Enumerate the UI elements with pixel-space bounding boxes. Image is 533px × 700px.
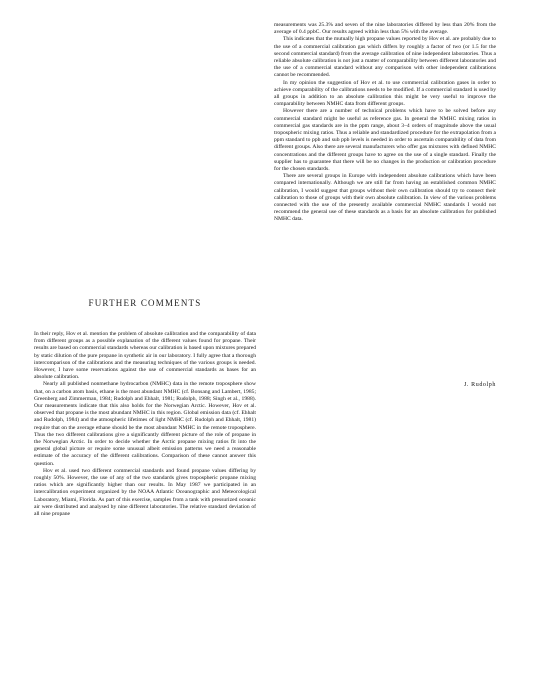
section-heading: FURTHER COMMENTS (88, 298, 202, 308)
paragraph: In my opinion the suggestion of Hov et al. to use commercial calibration gases in order to achieve comparability of the calibrations needs to be modified. If a commercial standard is used by all groups in addition to an absolute calibration this might be very useful to improve the comparability between NMHC data from different groups. (274, 79, 496, 108)
paragraph: However there are a number of technical problems which have to be solved before any commercial standard might be useful as reference gas. In general the NMHC mixing ratios in commercial gas standards are in the ppm range, about 3–4 orders of magnitude above the usual tropospheric mixing ratios. Thus a reliable and standardized procedure for the extrapolation from a ppm standard to ppb and sub ppb levels is needed in order to ascertain comparability of data from different groups. Also there are several manufacturers who offer gas mixtures with defined NMHC concentrations and the different groups have to agree on the use of a single standard. Finally the supplier has to guarantee that there will be no changes in the production or calibration procedure for the chosen standards. (274, 108, 496, 173)
paragraph: There are several groups in Europe with independent absolute calibrations which have been compared internationally. Although we are still far from having an established common NMHC calibration, I would suggest that groups without their own calibration should try to connect their calibration to those of groups with their own absolute calibration. In view of the various problems connected with the use of the presently available commercial NMHC standards I would not recommend the general use of these standards as a basis for an absolute calibration for published NMHC data. (274, 173, 496, 223)
right-column (274, 22, 496, 224)
left-column (34, 331, 256, 518)
paragraph: Hov et al. used two different commercial standards and found propane values differing by roughly 50%. However, the use of any of the two standards gives tropospheric propane mixing ratios which are significantly higher than our results. In May 1987 we participated in an intercalibration experiment organized by the NOAA Atlantic Oceanographic and Meteorological Laboratory, Miami, Florida. As part of this exercise, samples from a tank with pressurized oceanic air were distributed and analysed by nine different laboratories. The relative standard deviation of all nine propane (34, 467, 256, 518)
paragraph: measurements was 25.3% and seven of the nine laboratories differed by less than 20% from the average of 0.4 ppbC. Our results agreed within less than 5% with the average. (274, 22, 496, 36)
paragraph: In their reply, Hov et al. mention the problem of absolute calibration and the comparability of data from different groups as a possible explanation of the different values found for propane. Their results are based on commercial standards whereas our calibration is based upon mixtures prepared by static dilution of the pure propane in synthetic air in our laboratory. I fully agree that a thorough intercomparison of the calibrations and the measuring techniques of the various groups is needed. However, I have some reservations against the use of commercial standards as bases for an absolute calibration. (34, 331, 256, 381)
paragraph: This indicates that the mutually high propane values reported by Hov et al. are probably due to the use of a commercial calibration gas which differs by roughly a factor of two (or 1.5 for the second commercial standard) from the average calibration of nine independent laboratories. Thus a reliable absolute calibration is not just a matter of comparability between different laboratories and the use of a commercial standard without any comparison with other independent calibrations cannot be recommended. (274, 36, 496, 79)
paragraph: Nearly all published nonmethane hydrocarbon (NMHC) data in the remote troposphere show that, on a carbon atom basis, ethane is the most abundant NMHC (cf. Bonsang and Lambert, 1985; Greenberg and Zimmerman, 1984; Rudolph and Ehhalt, 1981; Rudolph, 1988; Singh et al., 1988). Our measurements indicate that this also holds for the Norwegian Arctic. However, Hov et al. observed that propane is the most abundant NMHC in this region. Global emission data (cf. Ehhalt and Rudolph, 1984) and the atmospheric lifetimes of light NMHC (cf. Rudolph and Ehhalt, 1981) require that on the average ethane should be the most abundant NMHC in the remote troposphere. Thus the two different calibrations give a significantly different picture of the role of propane in the Norwegian Arctic. In order to decide whether the Arctic propane mixing ratios fit into the general global picture or require some unusual albeit emission patterns we need a reasonable estimate of the accuracy of the different calibrations. Comparison of these cannot answer this question. (34, 381, 256, 467)
author-signature: J. Rudolph (463, 382, 496, 388)
